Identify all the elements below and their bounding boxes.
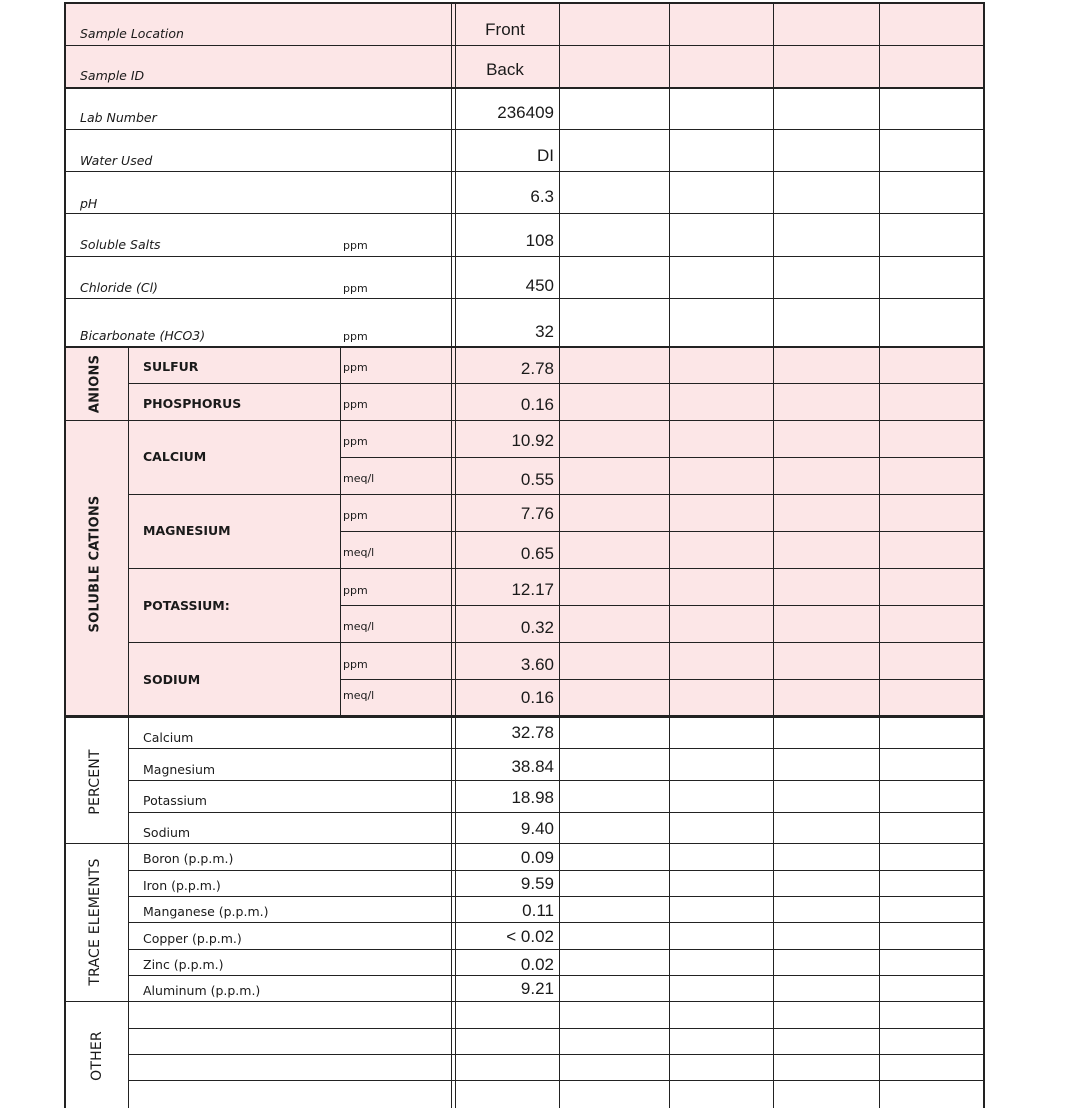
percent-magnesium-label: Magnesium (143, 762, 216, 777)
other-group-label: OTHER (89, 1031, 105, 1081)
lab-number-label: Lab Number (80, 110, 157, 125)
phosphorus-label: PHOSPHORUS (143, 396, 242, 411)
percent-calcium-label: Calcium (143, 730, 194, 745)
chloride-unit: ppm (343, 282, 368, 295)
iron-label: Iron (p.p.m.) (143, 878, 221, 893)
potassium-label: POTASSIUM: (143, 598, 230, 613)
potassium-ppm-unit: ppm (343, 584, 368, 597)
ph-value: 6.3 (530, 187, 554, 206)
potassium-ppm-value: 12.17 (511, 580, 554, 599)
potassium-meq-value: 0.32 (520, 618, 554, 637)
sulfur-value: 2.78 (520, 359, 554, 378)
manganese-value: 0.11 (522, 901, 554, 920)
copper-value: < 0.02 (506, 927, 554, 946)
potassium-meq-unit: meq/l (343, 620, 375, 633)
sample-location-value: Front (485, 20, 525, 39)
sodium-label: SODIUM (143, 672, 201, 687)
magnesium-ppm-unit: ppm (343, 509, 368, 522)
bicarbonate-unit: ppm (343, 330, 368, 343)
sodium-meq-unit: meq/l (343, 689, 375, 702)
aluminum-value: 9.21 (520, 979, 554, 998)
ph-label: pH (80, 196, 98, 211)
soluble-salts-value: 108 (525, 231, 554, 250)
percent-magnesium-value: 38.84 (511, 757, 554, 776)
bicarbonate-label: Bicarbonate (HCO3) (80, 328, 206, 343)
calcium-ppm-value: 10.92 (511, 431, 554, 450)
phosphorus-value: 0.16 (520, 395, 554, 414)
magnesium-label: MAGNESIUM (143, 523, 231, 538)
sodium-ppm-value: 3.60 (520, 655, 554, 674)
calcium-ppm-unit: ppm (343, 435, 368, 448)
percent-sodium-value: 9.40 (520, 819, 554, 838)
percent-calcium-value: 32.78 (511, 723, 554, 742)
calcium-meq-value: 0.55 (520, 470, 554, 489)
copper-label: Copper (p.p.m.) (143, 931, 242, 946)
phosphorus-unit: ppm (343, 398, 368, 411)
chloride-label: Chloride (Cl) (80, 280, 158, 295)
calcium-meq-unit: meq/l (343, 472, 375, 485)
sample-id-label: Sample ID (80, 68, 145, 83)
bicarbonate-value: 32 (535, 322, 554, 341)
aluminum-label: Aluminum (p.p.m.) (143, 983, 261, 998)
sample-id-value: Back (486, 60, 524, 79)
percent-group-label: PERCENT (87, 749, 103, 815)
percent-sodium-label: Sodium (143, 825, 191, 840)
manganese-label: Manganese (p.p.m.) (143, 904, 269, 919)
calcium-label: CALCIUM (143, 449, 207, 464)
sample-location-label: Sample Location (80, 26, 184, 41)
trace-elements-group-label: TRACE ELEMENTS (87, 858, 103, 986)
zinc-label: Zinc (p.p.m.) (143, 957, 224, 972)
iron-value: 9.59 (520, 874, 554, 893)
soluble-cations-group-label: SOLUBLE CATIONS (87, 495, 103, 633)
soluble-salts-unit: ppm (343, 239, 368, 252)
percent-potassium-label: Potassium (143, 793, 207, 808)
sulfur-label: SULFUR (143, 359, 199, 374)
sulfur-unit: ppm (343, 361, 368, 374)
water-used-label: Water Used (80, 153, 153, 168)
boron-value: 0.09 (520, 848, 554, 867)
boron-label: Boron (p.p.m.) (143, 851, 234, 866)
zinc-value: 0.02 (520, 955, 554, 974)
water-used-value: DI (537, 146, 554, 165)
magnesium-ppm-value: 7.76 (520, 504, 554, 523)
percent-potassium-value: 18.98 (511, 788, 554, 807)
magnesium-meq-value: 0.65 (520, 544, 554, 563)
magnesium-meq-unit: meq/l (343, 546, 375, 559)
lab-number-value: 236409 (497, 103, 554, 122)
soluble-salts-label: Soluble Salts (80, 237, 161, 252)
chloride-value: 450 (525, 276, 554, 295)
sodium-meq-value: 0.16 (520, 688, 554, 707)
anions-group-label: ANIONS (87, 354, 103, 414)
sodium-ppm-unit: ppm (343, 658, 368, 671)
